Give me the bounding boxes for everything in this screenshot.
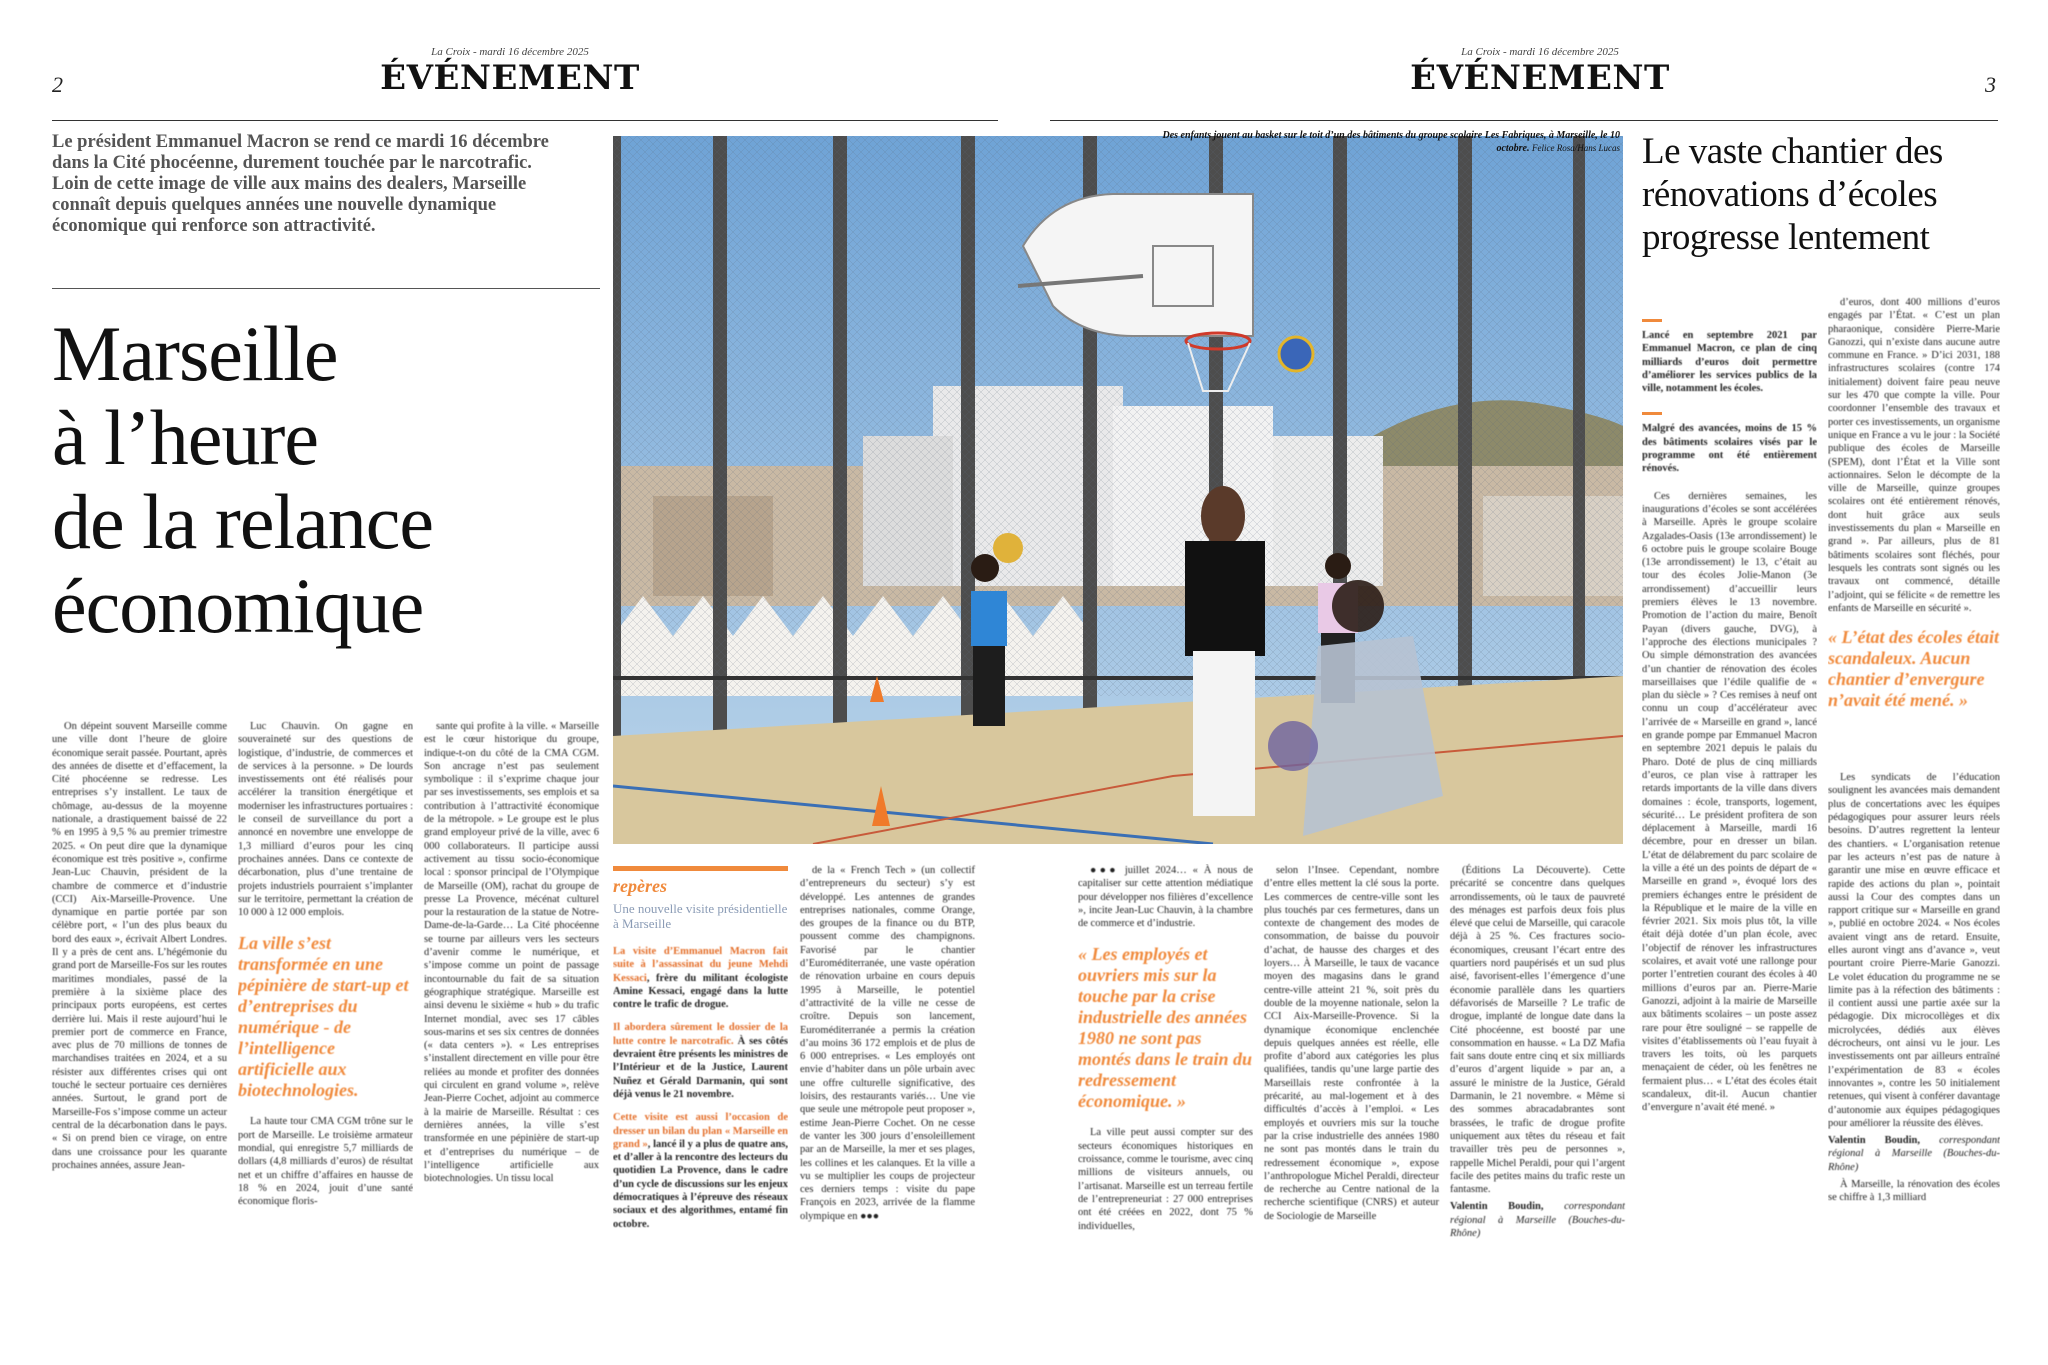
body-text: (Éditions La Découverte). Cette précarité se concentre dans quelques arrondissements, où le taux de pauvreté des ménages est parfois deux fois plus élevé que celui de Marseille, qui caracole déjà à 25 %. Ces fractures socio-économiques, creusant l’écart entre des quartiers nord paupérisés et un sud plus aisé, favorisent-elles l’émergence d’une économie parallèle dans les quartiers défavorisés de Marseille ? Le trafic de drogue, implanté de longue date dans la Cité phocéenne, est boosté par une consommation en hausse. « La DZ Mafia fait sans doute entre cinq et six milliards d’euros d’argent liquide » par an, a assuré le ministre de la Justice, Gérald Darmanin, le 21 novembre. « Même si des sommes abracadabrantes sont brassées, le trafic de drogue profite uniquement aux têtes du réseau et fait travailler très peu de personnes », rappelle Michel Peraldi, pour qui l’argent facile des petites mains du trafic reste un fantasme. xyxy=(1450,865,1625,1196)
body-text: La haute tour CMA CGM trône sur le port de Marseille. Le troisième armateur mondial, qui enregistre 5,7 milliards de dollars (4,8 milliards d’euros) de résultat net et un chiffre d’affaires en hausse de 18 % en 2024, jouit d’une santé économique floris- xyxy=(238,1116,413,1208)
body-column-9 xyxy=(1828,296,2000,1316)
body-column-4 xyxy=(800,864,975,1314)
dateline-left: La Croix - mardi 16 décembre 2025 xyxy=(431,46,589,58)
section-masthead-right: ÉVÉNEMENT xyxy=(1410,58,1670,98)
header-rule-right xyxy=(1050,120,1998,121)
body-text: de la « French Tech » (un collectif d’entrepreneurs du secteur) s’y est développé. Les antennes de grandes entreprises nationales, comme Orange, des groupes de la finance ou du BTP, poussent comme des champignons. Favorisé par le chantier d’Euroméditerranée, une vaste opération de rénovation urbaine en cours depuis 1995 à Marseille, le potentiel d’attractivité de la ville ne cesse de croître. Depuis son lancement, Euroméditerranée a permis la création d’au moins 36 172 emplois et de plus de 6 000 entreprises. « Les employés ont envie d’habiter dans un pôle urbain avec une offre culturelle significative, des loisirs, des restaurants variés… Une vie que seule une métropole peut proposer », estime Jean-Pierre Cochet. On ne cesse de vanter les 300 jours d’ensoleillement par an de Marseille, la mer et ses plages, les collines et les calanques. Et la ville a vu se multiplier les coups de projecteur ces derniers temps : visite du pape François en 2023, arrivée de la flamme olympique en ●●● xyxy=(800,865,975,1222)
reperes-box xyxy=(613,876,788,1316)
reperes-title: repères xyxy=(613,876,667,896)
rooftop-basketball-image xyxy=(613,136,1623,844)
photo-caption xyxy=(1160,130,1620,155)
body-column-5 xyxy=(1078,864,1253,1314)
author-name: Valentin Boudin, xyxy=(1828,1135,1920,1147)
lede-marker xyxy=(1642,319,1662,322)
body-text: ●●● juillet 2024… « À nous de capitaliser sur cette attention médiatique pour développer nos filières d’excellence », incite Jean-Luc Chauvin, à la chambre de commerce et d’industrie. xyxy=(1078,865,1253,930)
header-rule-left xyxy=(52,120,998,121)
dateline-right: La Croix - mardi 16 décembre 2025 xyxy=(1461,46,1619,58)
page-number-right: 3 xyxy=(1985,72,1996,97)
reperes-point-lead: La visite d’Emmanuel Macron fait suite à l’assassinat du jeune Mehdi Kessaci xyxy=(613,946,788,984)
reperes-point-text: , lancé il y a plus de quatre ans, et d’aller à la rencontre des lecteurs du quotidien La Provence, dans le cadre d’un cycle de discussions sur les enjeux démocratiques à l’épreuve des réseaux sociaux et des algorithmes, entamé fin octobre. xyxy=(613,1138,788,1230)
body-column-2 xyxy=(238,720,413,1320)
reperes-point-lead: Cette visite est aussi l’occasion de dresser un bilan du plan « Marseille en grand » xyxy=(613,1112,788,1150)
reperes-point-text: , frère du militant écologiste Amine Kessaci, engagé dans la lutte contre le trafic de drogue. xyxy=(613,972,788,1011)
secondary-lede-2: Malgré des avancées, moins de 15 % des bâtiments scolaires visés par le programme ont été entièrement rénovés. xyxy=(1642,423,1817,475)
caption-text: Des enfants jouent au basket sur le toit d’un des bâtiments du groupe scolaire Les Fabriques, à Marseille, le 10 octobre. xyxy=(1162,130,1620,154)
body-text: sante qui profite à la ville. « Marseille est le cœur historique du groupe, indique-t-on du côté de la CMA CGM. Son ancrage n’est pas seulement symbolique : il s’exprime chaque jour par ses investissements, ses emplois et sa contribution à l’attractivité économique de la métropole. » Le groupe est le plus grand employeur privé de la ville, avec 6 000 collaborateurs. Il participe aussi activement au tissu socio-économique local : sponsor principal de l’Olympique de Marseille (OM), rachat du groupe de presse La Provence, mécénat culturel pour la restauration de la statue de Notre-Dame-de-la-Garde… La Cité phocéenne se tourne par ailleurs vers les secteurs d’avenir comme le numérique, et s’impose comme un point de passage incontournable du fait de sa situation géographique stratégique. Marseille est ainsi devenu le sixième « hub » du trafic Internet mondial, avec ses 17 câbles sous-marins et ses six centres de données (« data centers »). « Les entreprises s’installent directement en ville pour être reliées au monde et profiter des données qui circulent en grand volume », relève Jean-Pierre Cochet, adjoint au commerce à la mairie de Marseille. Résultat : ces dernières années, la ville s’est transformée en une pépinière de start-up et d’entreprises du numérique – de l’intelligence artificielle aux biotechnologies. Un tissu local xyxy=(424,721,599,1185)
pull-quote: « L’état des écoles était scandaleux. Aucun chantier d’envergure n’avait été mené. » xyxy=(1828,627,1999,711)
lede-rule xyxy=(52,288,600,289)
body-text: Les syndicats de l’éducation soulignent les avancées mais demandent plus de concertations avec les équipes pédagogiques pour assurer leurs réels besoins. D’autres regrettent la lenteur des chantiers. « L’organisation retenue par les acteurs n’est pas de nature à garantir une mise en œuvre efficace et rapide des actions du plan », pointait aussi la Cour des comptes dans un rapport critique sur « Marseille en grand », publié en octobre 2024. « Nos écoles avaient vingt ans de retard. Ensuite, elles auront vingt ans d’avance », veut pourtant croire Pierre-Marie Ganozzi. Le volet éducation du programme ne se limite pas à la réfection des bâtiments : il contient aussi une partie axée sur la pédagogie. Dix microcollèges et dix microlycées, dédiés aux élèves décrocheurs, ont ainsi vu le jour. Les investissements ont par ailleurs entraîné l’expérimentation de 83 « écoles innovantes », contre les 50 initialement retenues, qui visent à conférer davantage d’autonomie aux équipes pédagogiques pour améliorer la réussite des élèves. xyxy=(1828,772,2000,1129)
article-lede: Le président Emmanuel Macron se rend ce mardi 16 décembre dans la Cité phocéenne, durement touchée par le narcotrafic. Loin de cette image de ville aux mains des dealers, Marseille connaît depuis quelques années une nouvelle dynamique économique qui renforce son attractivité. xyxy=(52,132,549,236)
reperes-rule xyxy=(613,866,788,871)
body-column-3 xyxy=(424,720,599,1320)
headline-line: Marseille xyxy=(52,310,338,397)
page-number-left: 2 xyxy=(52,72,63,97)
body-text: La ville peut aussi compter sur des secteurs économiques historiques en croissance, comme le tourisme, avec cinq millions de visiteurs annuels, ou l’artisanat. Marseille est un terreau fertile de l’entrepreneuriat : 27 000 entreprises ont été créées en 2022, dont 75 % individuelles, xyxy=(1078,1127,1253,1232)
lede-marker xyxy=(1642,412,1662,415)
photo-credit: Felice Rosa/Hans Lucas xyxy=(1532,143,1620,153)
body-column-8 xyxy=(1642,310,1817,1320)
reperes-point-text: À ses côtés devraient être présents les ministres de l’Intérieur et de la Justice, Laurent Nuñez et Gérald Darmanin, qui sont déjà venus le 21 novembre. xyxy=(613,1035,788,1100)
author-name: Valentin Boudin, xyxy=(1450,1201,1544,1213)
secondary-lede-1: Lancé en septembre 2021 par Emmanuel Macron, ce plan de cinq milliards d’euros doit permettre d’améliorer les services publics de la ville, notamment les écoles. xyxy=(1642,330,1817,395)
body-text: Ces dernières semaines, les inaugurations d’écoles se sont accélérées à Marseille. Après le groupe scolaire Azgalades-Oasis (13e arrondissement) le 6 octobre puis le groupe scolaire Bouge (13e arrondissement) le 13, c’était au tour des écoles Jolie-Manon (3e arrondissement) d’accueillir leurs premiers élèves le 13 novembre. Promotion de l’action du maire, Benoît Payan (divers gauche, DVG), à l’approche des élections municipales ? Ou simple démonstration des avancées d’un chantier de rénovation des écoles marseillaises que l’édile qualifie de « plan du siècle » ? Ces remises à neuf ont connu un coup d’accélérateur avec l’arrivée de « Marseille en grand », lancé en grande pompe par Emmanuel Macron en septembre 2021 depuis le palais du Pharo. Doté de plus de cinq milliards d’euros, ce plan vise à rattraper les retards importants de la ville dans divers domaines : école, transports, logement, sécurité… Le président profitera de son déplacement à Marseille, mardi 16 décembre, pour en dresser un bilan. L’état de délabrement du parc scolaire de la ville a été un des points de départ de « Marseille en grand », évoqué lors des premiers échanges entre le président de la République et le maire de la ville en février 2021. Six mois plus tôt, la ville était déjà dotée d’un plan école, avec l’objectif de rénover les infrastructures scolaires, et avait voté une rallonge pour porter l’entretien courant des écoles à 40 millions d’euros par an. Pierre-Marie Ganozzi, adjoint à la mairie de Marseille aux bâtiments scolaires – un poste assez rare pour être souligné – se rappelle de visites d’établissements où l’eau fuyait à travers les toits, où les parquets menaçaient de céder, où les fenêtres ne fermaient plus… « L’état des écoles était scandaleux, dit-il. Aucun chantier d’envergure n’avait été mené. » xyxy=(1642,490,1817,1114)
reperes-point-lead: Il abordera sûrement le dossier de la lutte contre le narcotrafic. xyxy=(613,1022,788,1047)
body-text: d’euros, dont 400 millions d’euros engagés par l’État. « C’est un plan pharaonique, considère Pierre-Marie Ganozzi, qui n’existe dans aucune autre commune en France. » D’ici 2031, 188 infrastructures scolaires (contre 174 initialement) doivent faire peau neuve sur les 470 que compte la ville. Pour coordonner l’ensemble des travaux et porter ces investissements, un organisme unique en France a vu le jour : la Société publique des écoles de Marseille (SPEM), dont l’État et la Ville sont actionnaires. Selon le décompte de la ville de Marseille, quinze groupes scolaires ont été entièrement rénovés, dont huit grâce aux seuls investissements du plan « Marseille en grand ». Par ailleurs, plus de 81 bâtiments scolaires sont fléchés, pour lesquels les contrats sont signés ou les travaux ont commencé, détaille l’adjoint, qui se félicite « de remettre les enfants de Marseille en sécurité ». xyxy=(1828,297,2000,614)
body-column-6 xyxy=(1264,864,1439,1314)
author-role: correspondant régional à Marseille (Bouches-du-Rhône) xyxy=(1450,1201,1625,1240)
headline-line: économique xyxy=(52,562,424,649)
main-headline xyxy=(52,312,612,648)
basketball-photo xyxy=(613,136,1623,844)
reperes-subtitle: Une nouvelle visite présidentielle à Marseille xyxy=(613,901,788,931)
body-text: On dépeint souvent Marseille comme une ville dont l’heure de gloire économique serait passée. Pourtant, après des années de disette et d’effacement, la Cité phocéenne se redresse. Les entreprises s’y installent. Le taux de chômage, au-dessus de la moyenne nationale, a drastiquement baissé de 22 % en 1995 à 9,5 % au premier trimestre 2025. « On peut dire que la dynamique économique est très positive », confirme Jean-Luc Chauvin, président de la chambre de commerce et d’industrie (CCI) Aix-Marseille-Provence. Une dynamique en partie portée par son célèbre port, « l’un des plus beaux du bord des eaux », écrivait Albert Londres. Il y a près de cent ans. L’hégémonie du grand port de Marseille-Fos sur les routes maritimes mondiales, passé de la première à la sixième place des principaux ports européens, est certes derrière lui. Mais il reste aujourd’hui le premier port de commerce en France, avec plus de 70 millions de tonnes de marchandises traitées en 2024, et a su résister aux différentes crises qui ont touché le secteur portuaire ces dernières années. Surtout, le grand port de Marseille-Fos s’impose comme un acteur central de la décarbonation dans le pays. « Si on prend bien ce virage, on entre dans une croissance pour les quarante prochaines années, assure Jean- xyxy=(52,721,227,1171)
headline-line: de la relance xyxy=(52,478,434,565)
body-text: selon l’Insee. Cependant, nombre d’entre elles mettent la clé sous la porte. Les commerces de centre-ville sont les plus touchés par ces fermetures, dans un contexte de changement des modes de consommation, de baisse du pouvoir d’achat, de hausse des charges et des loyers… À Marseille, le taux de vacance moyen des magasins dans le grand centre-ville atteint 21 %, soit près du double de la moyenne nationale, selon la CCI Aix-Marseille-Provence. Si la dynamique économique enclenchée depuis quelques années est réelle, elle profite d’abord aux catégories les plus qualifiées, tandis qu’une large partie des Marseillais reste confrontée à la précarité, au mal-logement et à des difficultés d’accès à l’emploi. « Les employés et ouvriers mis sur la touche par la crise industrielle des années 1980 ne sont pas montés dans le train du redressement économique », expose l’anthropologue Michel Peraldi, directeur de recherche au Centre national de la recherche scientifique (CNRS) et auteur de Sociologie de Marseille xyxy=(1264,865,1439,1222)
pull-quote: La ville s’est transformée en une pépinière de start-up et d’entreprises du numérique - de l’intelligence artificielle aux biotechnologies. xyxy=(238,933,409,1101)
body-column-1 xyxy=(52,720,227,1320)
author-role: correspondant régional à Marseille (Bouches-du-Rhône) xyxy=(1828,1135,2000,1173)
body-column-7 xyxy=(1450,864,1625,1314)
body-text: À Marseille, la rénovation des écoles se chiffre à 1,3 milliard xyxy=(1828,1179,2000,1204)
section-masthead-left: ÉVÉNEMENT xyxy=(380,58,640,98)
body-text: Luc Chauvin. On gagne en souveraineté sur des questions de logistique, d’industrie, de commerces et de services à la personne. » De lourds investissements ont été réalisés pour accélérer la transition énergétique et moderniser les infrastructures portuaires : le conseil de surveillance du port a annoncé en novembre une enveloppe de 1,3 milliard d’euros pour les cinq prochaines années. Dans ce contexte de décarbonation, plus d’une trentaine de projets industriels pourraient s’implanter sur le territoire, permettant la création de 10 000 à 12 000 emplois. xyxy=(238,721,413,919)
secondary-headline: Le vaste chantier des rénovations d’écoles progresse lentement xyxy=(1642,131,1943,258)
headline-line: à l’heure xyxy=(52,394,318,481)
pull-quote: « Les employés et ouvriers mis sur la touche par la crise industrielle des années 1980 ne sont pas montés dans le train du redressement économique. » xyxy=(1078,944,1253,1112)
